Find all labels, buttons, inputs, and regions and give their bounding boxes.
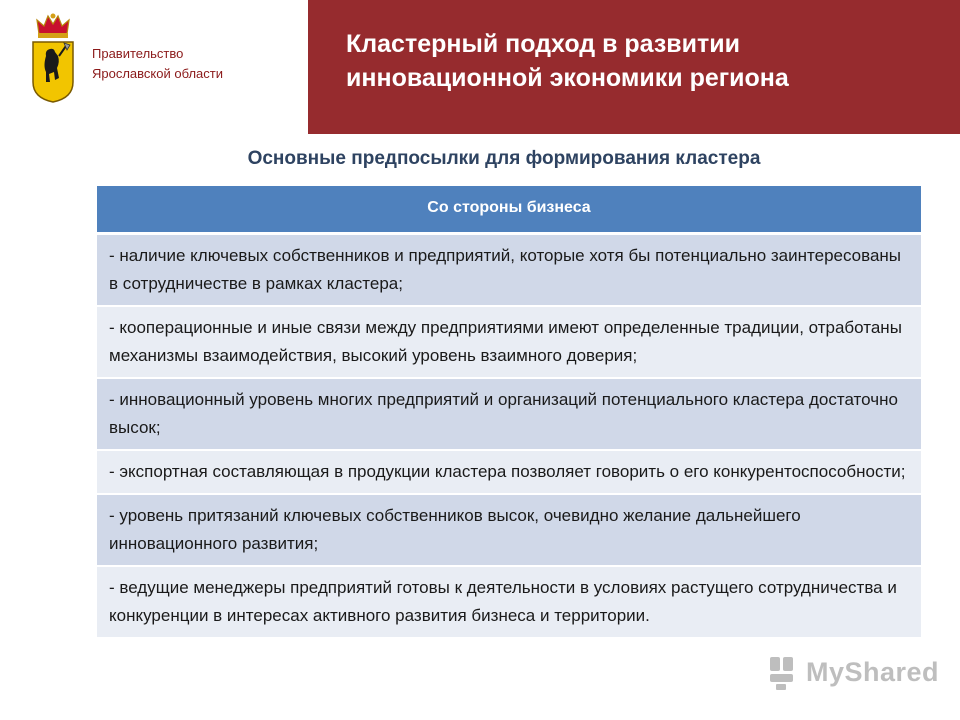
slide-title-line2: инновационной экономики региона <box>346 64 789 92</box>
table-header: Со стороны бизнеса <box>97 186 921 235</box>
table-row: - наличие ключевых собственников и предприятий, которые хотя бы потенциально заинтересованы в сотрудничестве в рамках кластера; <box>97 235 921 307</box>
coat-of-arms-icon <box>30 12 76 104</box>
table-row: - уровень притязаний ключевых собственников высок, очевидно желание дальнейшего инновационного развития; <box>97 495 921 567</box>
slide-subtitle: Основные предпосылки для формирования кластера <box>247 148 761 169</box>
watermark <box>766 653 940 693</box>
watermark-text: MyShared <box>806 657 940 687</box>
table-row: - кооперационные и иные связи между предприятиями имеют определенные традиции, отработаны механизмы взаимодействия, высокий уровень взаимного доверия; <box>97 307 921 379</box>
slide-title-line1: Кластерный подход в развитии <box>346 30 741 58</box>
slide-title <box>346 27 946 95</box>
organization-name-line2: Ярославской области <box>92 66 223 81</box>
prerequisites-table <box>97 186 921 639</box>
organization-name <box>92 44 292 84</box>
organization-name-line1: Правительство <box>92 46 184 61</box>
myshared-logo-icon <box>766 653 802 693</box>
table-row: - инновационный уровень многих предприятий и организаций потенциального кластера достаточно высок; <box>97 379 921 451</box>
title-banner <box>308 0 960 134</box>
table-row: - ведущие менеджеры предприятий готовы к деятельности в условиях растущего сотрудничества и конкуренции в интересах активного развития бизнеса и территории. <box>97 567 921 639</box>
table-row: - экспортная составляющая в продукции кластера позволяет говорить о его конкурентоспособности; <box>97 451 921 495</box>
